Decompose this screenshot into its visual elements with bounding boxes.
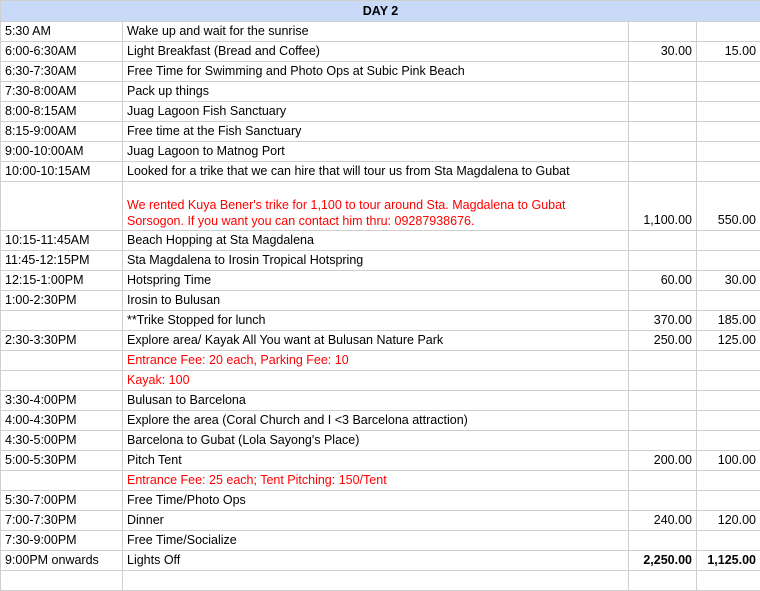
- total-cost-cell[interactable]: [629, 471, 697, 491]
- activity-cell[interactable]: Juag Lagoon Fish Sanctuary: [123, 102, 629, 122]
- total-cost-cell[interactable]: [629, 351, 697, 371]
- per-person-cost-cell[interactable]: [697, 22, 760, 42]
- per-person-cost-cell[interactable]: [697, 431, 760, 451]
- activity-cell[interactable]: Light Breakfast (Bread and Coffee): [123, 42, 629, 62]
- total-cost-cell[interactable]: [629, 531, 697, 551]
- per-person-cost-cell[interactable]: [697, 122, 760, 142]
- table-row: [1, 351, 760, 371]
- total-cost-cell[interactable]: [629, 251, 697, 271]
- time-cell[interactable]: 8:00-8:15AM: [1, 102, 123, 122]
- time-cell[interactable]: 6:30-7:30AM: [1, 62, 123, 82]
- per-person-cost-cell[interactable]: [697, 391, 760, 411]
- activity-cell[interactable]: Dinner: [123, 511, 629, 531]
- activity-cell[interactable]: Pack up things: [123, 82, 629, 102]
- table-row: [1, 511, 760, 531]
- total-cost-cell[interactable]: [629, 22, 697, 42]
- header-row: [1, 1, 760, 22]
- total-cost-cell[interactable]: 30.00: [629, 42, 697, 62]
- per-person-cost-cell[interactable]: [697, 82, 760, 102]
- total-cost-cell[interactable]: 240.00: [629, 511, 697, 531]
- per-person-cost-cell[interactable]: 185.00: [697, 311, 760, 331]
- time-cell[interactable]: [1, 182, 123, 231]
- activity-cell[interactable]: Free Time for Swimming and Photo Ops at Subic Pink Beach: [123, 62, 629, 82]
- time-cell[interactable]: [1, 351, 123, 371]
- total-cost-cell[interactable]: [629, 391, 697, 411]
- total-cost-cell[interactable]: [629, 491, 697, 511]
- activity-cell[interactable]: Entrance Fee: 20 each, Parking Fee: 10: [123, 351, 629, 371]
- table-row: [1, 531, 760, 551]
- table-row: [1, 311, 760, 331]
- time-cell[interactable]: 5:30 AM: [1, 22, 123, 42]
- per-person-cost-cell[interactable]: [697, 371, 760, 391]
- per-person-cost-cell[interactable]: 15.00: [697, 42, 760, 62]
- total-cost-cell[interactable]: [629, 411, 697, 431]
- activity-cell[interactable]: Free Time/Photo Ops: [123, 491, 629, 511]
- table-row: [1, 122, 760, 142]
- per-person-cost-cell[interactable]: 550.00: [697, 182, 760, 231]
- table-row: [1, 162, 760, 182]
- total-cost-cell[interactable]: 1,100.00: [629, 182, 697, 231]
- total-cost-cell[interactable]: [629, 102, 697, 122]
- activity-cell[interactable]: Free time at the Fish Sanctuary: [123, 122, 629, 142]
- activity-cell[interactable]: Lights Off: [123, 551, 629, 571]
- activity-cell[interactable]: Explore the area (Coral Church and I <3 Barcelona attraction): [123, 411, 629, 431]
- total-cost-cell[interactable]: [629, 122, 697, 142]
- activity-cell[interactable]: We rented Kuya Bener's trike for 1,100 to tour around Sta. Magdalena to Gubat Sorsogon. If you want you can contact him thru: 09287938676.: [123, 182, 629, 231]
- per-person-cost-cell[interactable]: 125.00: [697, 331, 760, 351]
- total-cost-cell[interactable]: [629, 162, 697, 182]
- table-row: [1, 271, 760, 291]
- time-cell[interactable]: 7:30-9:00PM: [1, 531, 123, 551]
- total-cost-cell[interactable]: [629, 291, 697, 311]
- table-row: [1, 391, 760, 411]
- table-row: [1, 491, 760, 511]
- table-row: [1, 142, 760, 162]
- total-cost-cell[interactable]: [629, 62, 697, 82]
- activity-cell[interactable]: **Trike Stopped for lunch: [123, 311, 629, 331]
- time-cell[interactable]: 6:00-6:30AM: [1, 42, 123, 62]
- table-row: [1, 231, 760, 251]
- per-person-cost-cell[interactable]: [697, 531, 760, 551]
- time-cell[interactable]: 4:00-4:30PM: [1, 411, 123, 431]
- time-cell[interactable]: 9:00PM onwards: [1, 551, 123, 571]
- time-cell[interactable]: 2:30-3:30PM: [1, 331, 123, 351]
- time-cell[interactable]: 8:15-9:00AM: [1, 122, 123, 142]
- activity-cell[interactable]: Hotspring Time: [123, 271, 629, 291]
- per-person-cost-cell[interactable]: [697, 351, 760, 371]
- activity-cell[interactable]: Kayak: 100: [123, 371, 629, 391]
- table-row: [1, 431, 760, 451]
- table-row: [1, 371, 760, 391]
- activity-cell[interactable]: Bulusan to Barcelona: [123, 391, 629, 411]
- table-row: [1, 102, 760, 122]
- time-cell[interactable]: 12:15-1:00PM: [1, 271, 123, 291]
- time-cell[interactable]: [1, 471, 123, 491]
- total-cost-cell[interactable]: [629, 431, 697, 451]
- activity-cell[interactable]: Juag Lagoon to Matnog Port: [123, 142, 629, 162]
- activity-cell[interactable]: Entrance Fee: 25 each; Tent Pitching: 150/Tent: [123, 471, 629, 491]
- total-cost-cell[interactable]: 370.00: [629, 311, 697, 331]
- activity-cell[interactable]: Wake up and wait for the sunrise: [123, 22, 629, 42]
- table-row: [1, 411, 760, 431]
- time-cell[interactable]: 4:30-5:00PM: [1, 431, 123, 451]
- total-cost-cell[interactable]: 250.00: [629, 331, 697, 351]
- activity-cell[interactable]: Explore area/ Kayak All You want at Bulusan Nature Park: [123, 331, 629, 351]
- time-cell[interactable]: 3:30-4:00PM: [1, 391, 123, 411]
- per-person-cost-cell[interactable]: [697, 291, 760, 311]
- time-cell[interactable]: [1, 311, 123, 331]
- table-row: [1, 291, 760, 311]
- time-cell[interactable]: [1, 371, 123, 391]
- table-row: [1, 251, 760, 271]
- time-cell[interactable]: 5:30-7:00PM: [1, 491, 123, 511]
- table-row: [1, 551, 760, 571]
- table-row: [1, 22, 760, 42]
- per-person-cost-cell[interactable]: [697, 162, 760, 182]
- time-cell[interactable]: 11:45-12:15PM: [1, 251, 123, 271]
- total-cost-cell[interactable]: 60.00: [629, 271, 697, 291]
- table-row: [1, 182, 760, 231]
- total-cost-cell[interactable]: 200.00: [629, 451, 697, 471]
- per-person-cost-cell[interactable]: 100.00: [697, 451, 760, 471]
- activity-cell[interactable]: Free Time/Socialize: [123, 531, 629, 551]
- per-person-cost-cell[interactable]: [697, 411, 760, 431]
- per-person-cost-cell[interactable]: 120.00: [697, 511, 760, 531]
- per-person-cost-cell[interactable]: [697, 491, 760, 511]
- total-cost-cell[interactable]: [629, 231, 697, 251]
- total-cost-cell[interactable]: [629, 82, 697, 102]
- time-cell[interactable]: 7:30-8:00AM: [1, 82, 123, 102]
- activity-cell[interactable]: Looked for a trike that we can hire that will tour us from Sta Magdalena to Gubat: [123, 162, 629, 182]
- time-cell[interactable]: 5:00-5:30PM: [1, 451, 123, 471]
- table-row: [1, 42, 760, 62]
- total-cost-cell[interactable]: [629, 371, 697, 391]
- per-person-cost-cell[interactable]: [697, 471, 760, 491]
- per-person-cost-cell[interactable]: [697, 102, 760, 122]
- activity-cell[interactable]: Beach Hopping at Sta Magdalena: [123, 231, 629, 251]
- table-row: [1, 331, 760, 351]
- activity-cell[interactable]: Pitch Tent: [123, 451, 629, 471]
- per-person-cost-cell[interactable]: 1,125.00: [697, 551, 760, 571]
- time-cell[interactable]: 7:00-7:30PM: [1, 511, 123, 531]
- day-header[interactable]: DAY 2: [1, 1, 760, 22]
- per-person-cost-cell[interactable]: [697, 251, 760, 271]
- per-person-cost-cell[interactable]: [697, 62, 760, 82]
- time-cell[interactable]: 10:00-10:15AM: [1, 162, 123, 182]
- table-row: [1, 82, 760, 102]
- activity-cell[interactable]: Barcelona to Gubat (Lola Sayong's Place): [123, 431, 629, 451]
- table-row: [1, 62, 760, 82]
- total-cost-cell[interactable]: 2,250.00: [629, 551, 697, 571]
- time-cell[interactable]: 10:15-11:45AM: [1, 231, 123, 251]
- per-person-cost-cell[interactable]: [697, 142, 760, 162]
- table-row: [1, 451, 760, 471]
- time-cell[interactable]: 9:00-10:00AM: [1, 142, 123, 162]
- activity-cell[interactable]: Sta Magdalena to Irosin Tropical Hotspring: [123, 251, 629, 271]
- table-row: [1, 471, 760, 491]
- activity-cell[interactable]: Irosin to Bulusan: [123, 291, 629, 311]
- per-person-cost-cell[interactable]: [697, 231, 760, 251]
- time-cell[interactable]: 1:00-2:30PM: [1, 291, 123, 311]
- total-cost-cell[interactable]: [629, 142, 697, 162]
- per-person-cost-cell[interactable]: 30.00: [697, 271, 760, 291]
